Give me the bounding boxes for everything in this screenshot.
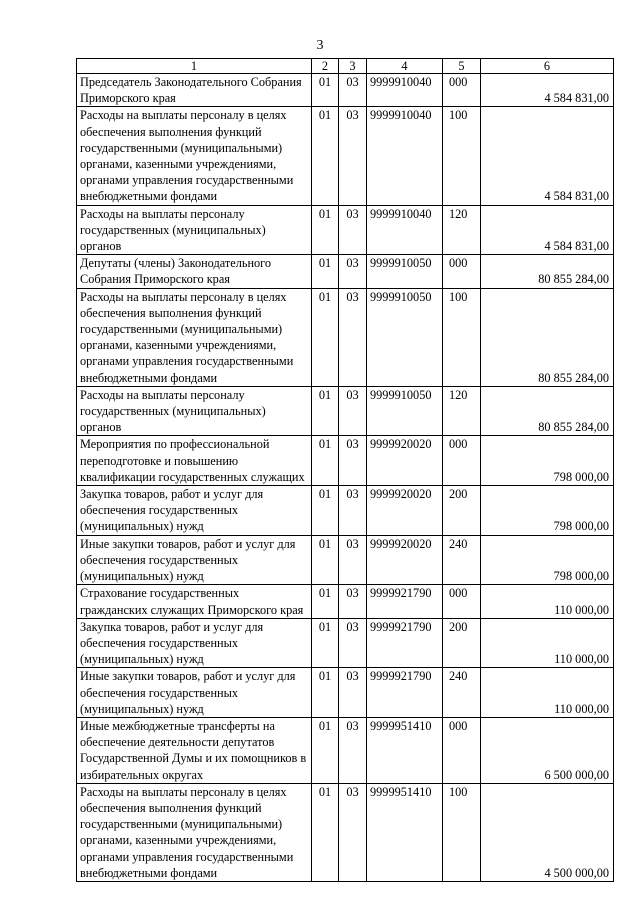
row-name: Расходы на выплаты персоналу в целях обеспечения выполнения функций государственными (муниципальными) органами, казенными учреждениями, органами управления государственными внебюджетными фондами	[77, 783, 312, 881]
row-target-code: 9999910050	[367, 386, 443, 436]
row-target-code: 9999910040	[367, 74, 443, 107]
row-subsection: 03	[339, 486, 367, 536]
row-name: Иные закупки товаров, работ и услуг для обеспечения государственных (муниципальных) нужд	[77, 535, 312, 585]
row-subsection: 03	[339, 386, 367, 436]
column-header-2: 2	[312, 59, 339, 74]
row-expense-type: 200	[443, 618, 481, 668]
row-subsection: 03	[339, 107, 367, 205]
row-name: Закупка товаров, работ и услуг для обеспечения государственных (муниципальных) нужд	[77, 618, 312, 668]
table-row	[77, 783, 614, 881]
row-expense-type: 240	[443, 535, 481, 585]
row-target-code: 9999921790	[367, 585, 443, 618]
row-section: 01	[312, 486, 339, 536]
row-name: Иные закупки товаров, работ и услуг для обеспечения государственных (муниципальных) нужд	[77, 668, 312, 718]
column-header-6: 6	[481, 59, 614, 74]
table-row	[77, 618, 614, 668]
row-amount: 798 000,00	[481, 436, 614, 486]
row-section: 01	[312, 585, 339, 618]
row-name: Страхование государственных гражданских служащих Приморского края	[77, 585, 312, 618]
row-section: 01	[312, 436, 339, 486]
row-target-code: 9999910050	[367, 255, 443, 288]
row-expense-type: 100	[443, 783, 481, 881]
row-subsection: 03	[339, 436, 367, 486]
row-target-code: 9999951410	[367, 783, 443, 881]
row-subsection: 03	[339, 585, 367, 618]
row-name: Расходы на выплаты персоналу государственных (муниципальных) органов	[77, 205, 312, 255]
row-name: Депутаты (члены) Законодательного Собрания Приморского края	[77, 255, 312, 288]
row-expense-type: 100	[443, 288, 481, 386]
table-row	[77, 668, 614, 718]
row-amount: 798 000,00	[481, 535, 614, 585]
row-amount: 80 855 284,00	[481, 386, 614, 436]
row-target-code: 9999910050	[367, 288, 443, 386]
table-row	[77, 386, 614, 436]
row-amount: 4 584 831,00	[481, 74, 614, 107]
row-amount: 80 855 284,00	[481, 288, 614, 386]
row-expense-type: 000	[443, 717, 481, 783]
table-row	[77, 74, 614, 107]
row-expense-type: 120	[443, 386, 481, 436]
row-amount: 6 500 000,00	[481, 717, 614, 783]
row-subsection: 03	[339, 618, 367, 668]
header-row	[77, 59, 614, 74]
row-section: 01	[312, 618, 339, 668]
table-row	[77, 486, 614, 536]
table-row	[77, 205, 614, 255]
row-subsection: 03	[339, 535, 367, 585]
row-section: 01	[312, 107, 339, 205]
row-name: Мероприятия по профессиональной переподготовке и повышению квалификации государственных служащих	[77, 436, 312, 486]
row-target-code: 9999910040	[367, 205, 443, 255]
row-name: Расходы на выплаты персоналу в целях обеспечения выполнения функций государственными (муниципальными) органами, казенными учреждениями, органами управления государственными внебюджетными фондами	[77, 288, 312, 386]
row-expense-type: 000	[443, 74, 481, 107]
row-name: Закупка товаров, работ и услуг для обеспечения государственных (муниципальных) нужд	[77, 486, 312, 536]
row-target-code: 9999920020	[367, 535, 443, 585]
table-row	[77, 107, 614, 205]
row-name: Расходы на выплаты персоналу государственных (муниципальных) органов	[77, 386, 312, 436]
row-amount: 798 000,00	[481, 486, 614, 536]
row-name: Иные межбюджетные трансферты на обеспечение деятельности депутатов Государственной Думы и их помощников в избирательных округах	[77, 717, 312, 783]
row-subsection: 03	[339, 717, 367, 783]
row-amount: 80 855 284,00	[481, 255, 614, 288]
row-target-code: 9999910040	[367, 107, 443, 205]
table-row	[77, 436, 614, 486]
row-section: 01	[312, 74, 339, 107]
row-section: 01	[312, 205, 339, 255]
column-header-5: 5	[443, 59, 481, 74]
row-expense-type: 200	[443, 486, 481, 536]
row-target-code: 9999921790	[367, 618, 443, 668]
row-section: 01	[312, 255, 339, 288]
row-target-code: 9999921790	[367, 668, 443, 718]
row-target-code: 9999920020	[367, 486, 443, 536]
row-subsection: 03	[339, 288, 367, 386]
row-expense-type: 000	[443, 436, 481, 486]
column-header-3: 3	[339, 59, 367, 74]
row-amount: 110 000,00	[481, 585, 614, 618]
row-section: 01	[312, 288, 339, 386]
table-row	[77, 535, 614, 585]
row-target-code: 9999920020	[367, 436, 443, 486]
row-target-code: 9999951410	[367, 717, 443, 783]
row-subsection: 03	[339, 255, 367, 288]
row-amount: 4 584 831,00	[481, 107, 614, 205]
row-expense-type: 240	[443, 668, 481, 718]
page-number: 3	[316, 38, 324, 53]
row-section: 01	[312, 386, 339, 436]
row-section: 01	[312, 717, 339, 783]
table-row	[77, 585, 614, 618]
row-subsection: 03	[339, 74, 367, 107]
budget-table	[76, 58, 614, 882]
row-amount: 110 000,00	[481, 668, 614, 718]
row-subsection: 03	[339, 783, 367, 881]
row-amount: 4 584 831,00	[481, 205, 614, 255]
row-name: Председатель Законодательного Собрания Приморского края	[77, 74, 312, 107]
table-row	[77, 255, 614, 288]
row-subsection: 03	[339, 668, 367, 718]
row-amount: 110 000,00	[481, 618, 614, 668]
row-name: Расходы на выплаты персоналу в целях обеспечения выполнения функций государственными (муниципальными) органами, казенными учреждениями, органами управления государственными внебюджетными фондами	[77, 107, 312, 205]
column-header-1: 1	[77, 59, 312, 74]
row-amount: 4 500 000,00	[481, 783, 614, 881]
row-expense-type: 000	[443, 255, 481, 288]
table-row	[77, 717, 614, 783]
row-section: 01	[312, 535, 339, 585]
row-expense-type: 000	[443, 585, 481, 618]
row-expense-type: 100	[443, 107, 481, 205]
row-expense-type: 120	[443, 205, 481, 255]
row-section: 01	[312, 783, 339, 881]
row-subsection: 03	[339, 205, 367, 255]
column-header-4: 4	[367, 59, 443, 74]
row-section: 01	[312, 668, 339, 718]
table-row	[77, 288, 614, 386]
